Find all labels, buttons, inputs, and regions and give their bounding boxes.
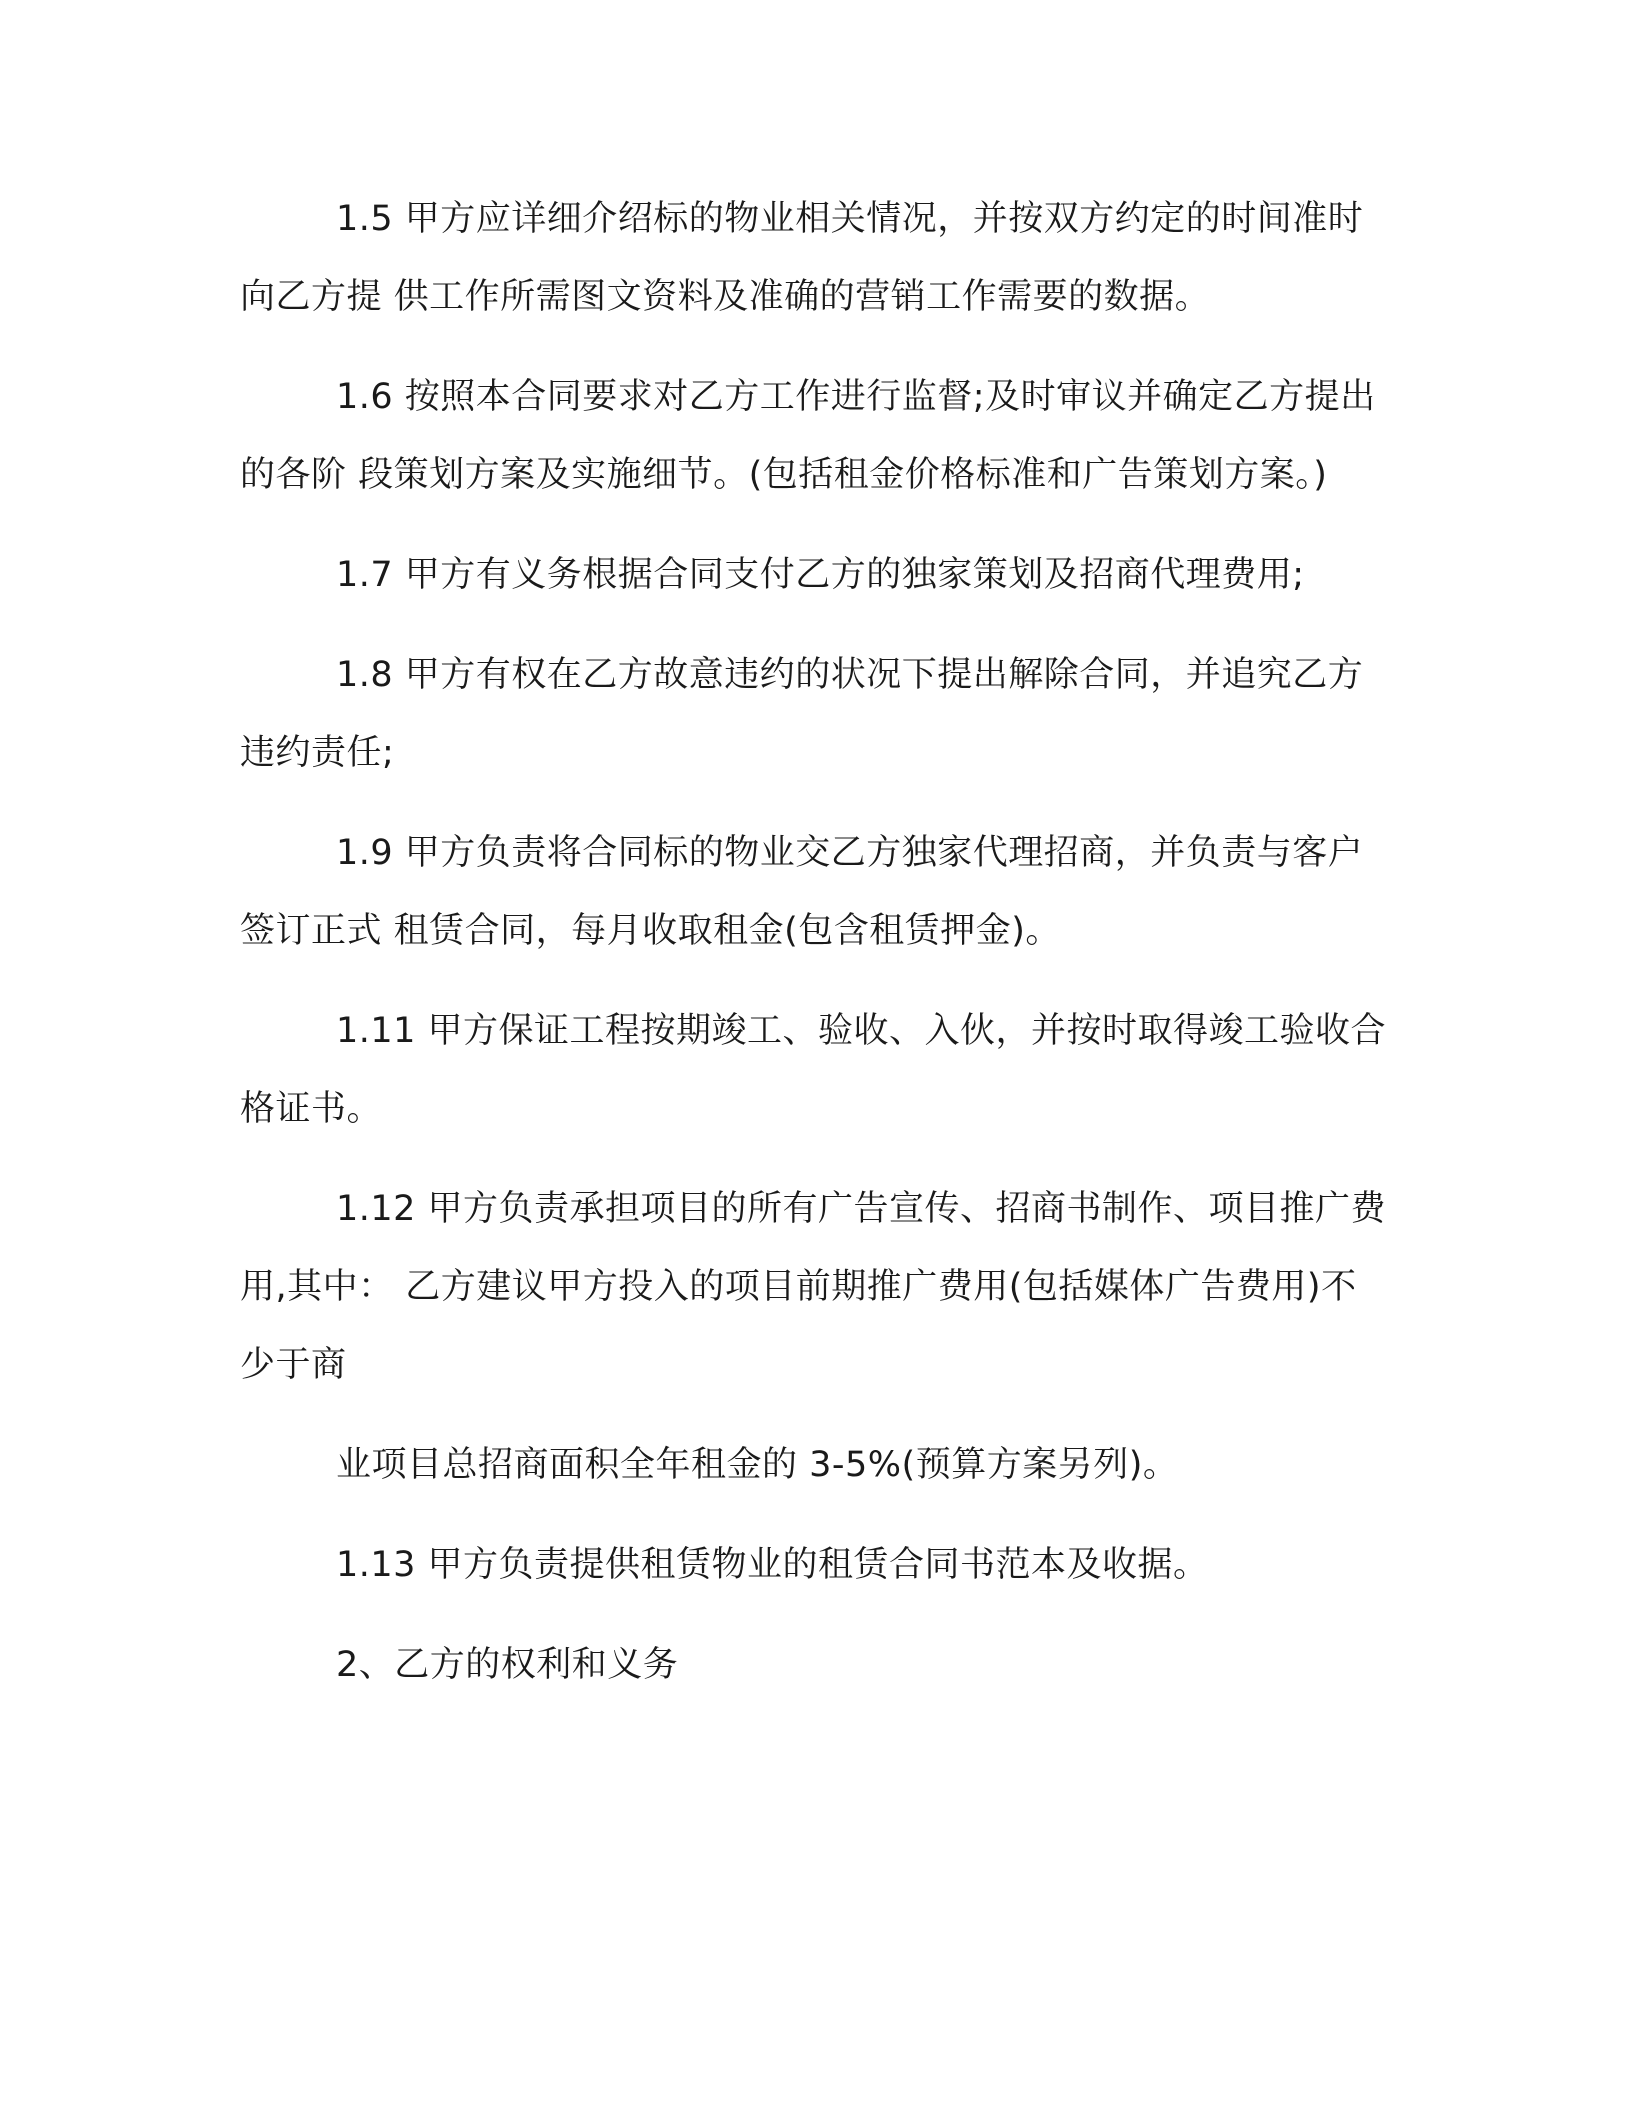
section-heading-2: 2、乙方的权利和义务 [336, 1645, 679, 1685]
paragraph-1-5: 1.5 甲方应详细介绍标的物业相关情况，并按双方约定的时间准时向乙方提 供工作所需图文资料及准确的营销工作需要的数据。 [240, 199, 1364, 317]
document-body [240, 180, 1390, 1726]
paragraph-1-9: 1.9 甲方负责将合同标的物业交乙方独家代理招商，并负责与客户签订正式 租赁合同，每月收取租金(包含租赁押金)。 [240, 833, 1364, 951]
paragraph-1-11: 1.11 甲方保证工程按期竣工、验收、入伙，并按时取得竣工验收合格证书。 [240, 1011, 1387, 1129]
paragraph-1-12-continued: 业项目总招商面积全年租金的 3-5%(预算方案另列)。 [336, 1445, 1179, 1485]
paragraph-1-7: 1.7 甲方有义务根据合同支付乙方的独家策划及招商代理费用; [336, 555, 1305, 595]
paragraph-1-12: 1.12 甲方负责承担项目的所有广告宣传、招商书制作、项目推广费用,其中： 乙方建议甲方投入的项目前期推广费用(包括媒体广告费用)不少于商 [240, 1189, 1387, 1385]
paragraph-1-13: 1.13 甲方负责提供租赁物业的租赁合同书范本及收据。 [336, 1545, 1209, 1585]
paragraph-1-8: 1.8 甲方有权在乙方故意违约的状况下提出解除合同，并追究乙方违约责任; [240, 655, 1364, 773]
paragraph-1-6: 1.6 按照本合同要求对乙方工作进行监督;及时审议并确定乙方提出的各阶 段策划方案及实施细节。(包括租金价格标准和广告策划方案。) [240, 377, 1376, 495]
